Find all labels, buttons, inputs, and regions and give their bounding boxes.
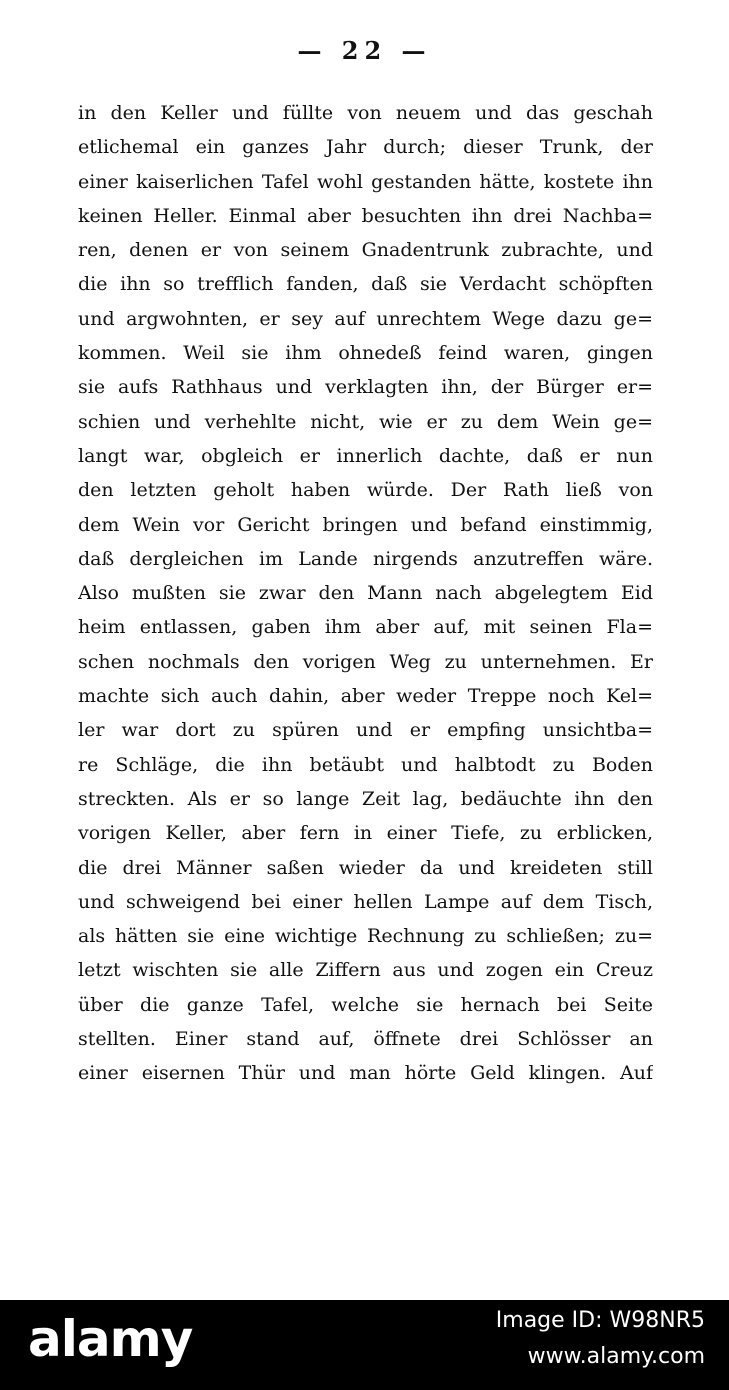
text-line: einer eisernen Thür und man hörte Geld klingen. Auf bbox=[78, 1062, 653, 1085]
text-line: Also mußten sie zwar den Mann nach abgelegtem Eid bbox=[78, 582, 653, 605]
text-line: re Schläge, die ihn betäubt und halbtodt zu Boden bbox=[78, 753, 653, 776]
text-line: kommen. Weil sie ihm ohnedeß feind waren, gingen bbox=[78, 342, 653, 365]
site-url: www.alamy.com bbox=[527, 1344, 705, 1369]
text-line: und schweigend bei einer hellen Lampe auf dem Tisch, bbox=[78, 890, 653, 913]
text-line: etlichemal ein ganzes Jahr durch; dieser Trunk, der bbox=[78, 136, 653, 159]
text-line: sie aufs Rathhaus und verklagten ihn, der Bürger er= bbox=[78, 376, 653, 399]
text-line: stellten. Einer stand auf, öffnete drei Schlösser an bbox=[78, 1028, 653, 1051]
text-line: über die ganze Tafel, welche sie hernach bei Seite bbox=[78, 993, 653, 1016]
text-line: einer kaiserlichen Tafel wohl gestanden hätte, kostete ihn bbox=[78, 170, 653, 193]
text-line: letzt wischten sie alle Ziffern aus und zogen ein Creuz bbox=[78, 959, 653, 982]
text-line: vorigen Keller, aber fern in einer Tiefe, zu erblicken, bbox=[78, 822, 653, 845]
text-line: in den Keller und füllte von neuem und das geschah bbox=[78, 102, 653, 124]
watermark-banner bbox=[0, 1300, 729, 1390]
text-line: und argwohnten, er sey auf unrechtem Wege dazu ge= bbox=[78, 307, 653, 330]
text-line: keinen Heller. Einmal aber besuchten ihn drei Nachba= bbox=[78, 204, 653, 227]
text-line: als hätten sie eine wichtige Rechnung zu schließen; zu= bbox=[78, 925, 653, 948]
text-line: den letzten geholt haben würde. Der Rath ließ von bbox=[78, 479, 653, 502]
text-line: schen nochmals den vorigen Weg zu unternehmen. Er bbox=[78, 650, 653, 673]
text-line: streckten. Als er so lange Zeit lag, bedäuchte ihn den bbox=[78, 787, 653, 810]
image-id-label: Image ID: W98NR5 bbox=[495, 1308, 705, 1333]
text-line: schien und verhehlte nicht, wie er zu dem Wein ge= bbox=[78, 410, 653, 433]
body-text bbox=[78, 96, 653, 1091]
text-line: die drei Männer saßen wieder da und kreideten still bbox=[78, 856, 653, 879]
text-line: ren, denen er von seinem Gnadentrunk zubrachte, und bbox=[78, 239, 653, 262]
text-line: langt war, obgleich er innerlich dachte, daß er nun bbox=[78, 444, 653, 467]
text-line: ler war dort zu spüren und er empfing unsichtba= bbox=[78, 719, 653, 742]
text-line: machte sich auch dahin, aber weder Treppe noch Kel= bbox=[78, 685, 653, 708]
page-number: — 22 — bbox=[297, 36, 432, 65]
text-line: daß dergleichen im Lande nirgends anzutreffen wäre. bbox=[78, 547, 653, 570]
brand-logo: alamy bbox=[28, 1310, 193, 1368]
text-line: die ihn so trefflich fanden, daß sie Verdacht schöpften bbox=[78, 273, 653, 296]
text-line: heim entlassen, gaben ihm aber auf, mit seinen Fla= bbox=[78, 616, 653, 639]
text-line: dem Wein vor Gericht bringen und befand einstimmig, bbox=[78, 513, 653, 536]
